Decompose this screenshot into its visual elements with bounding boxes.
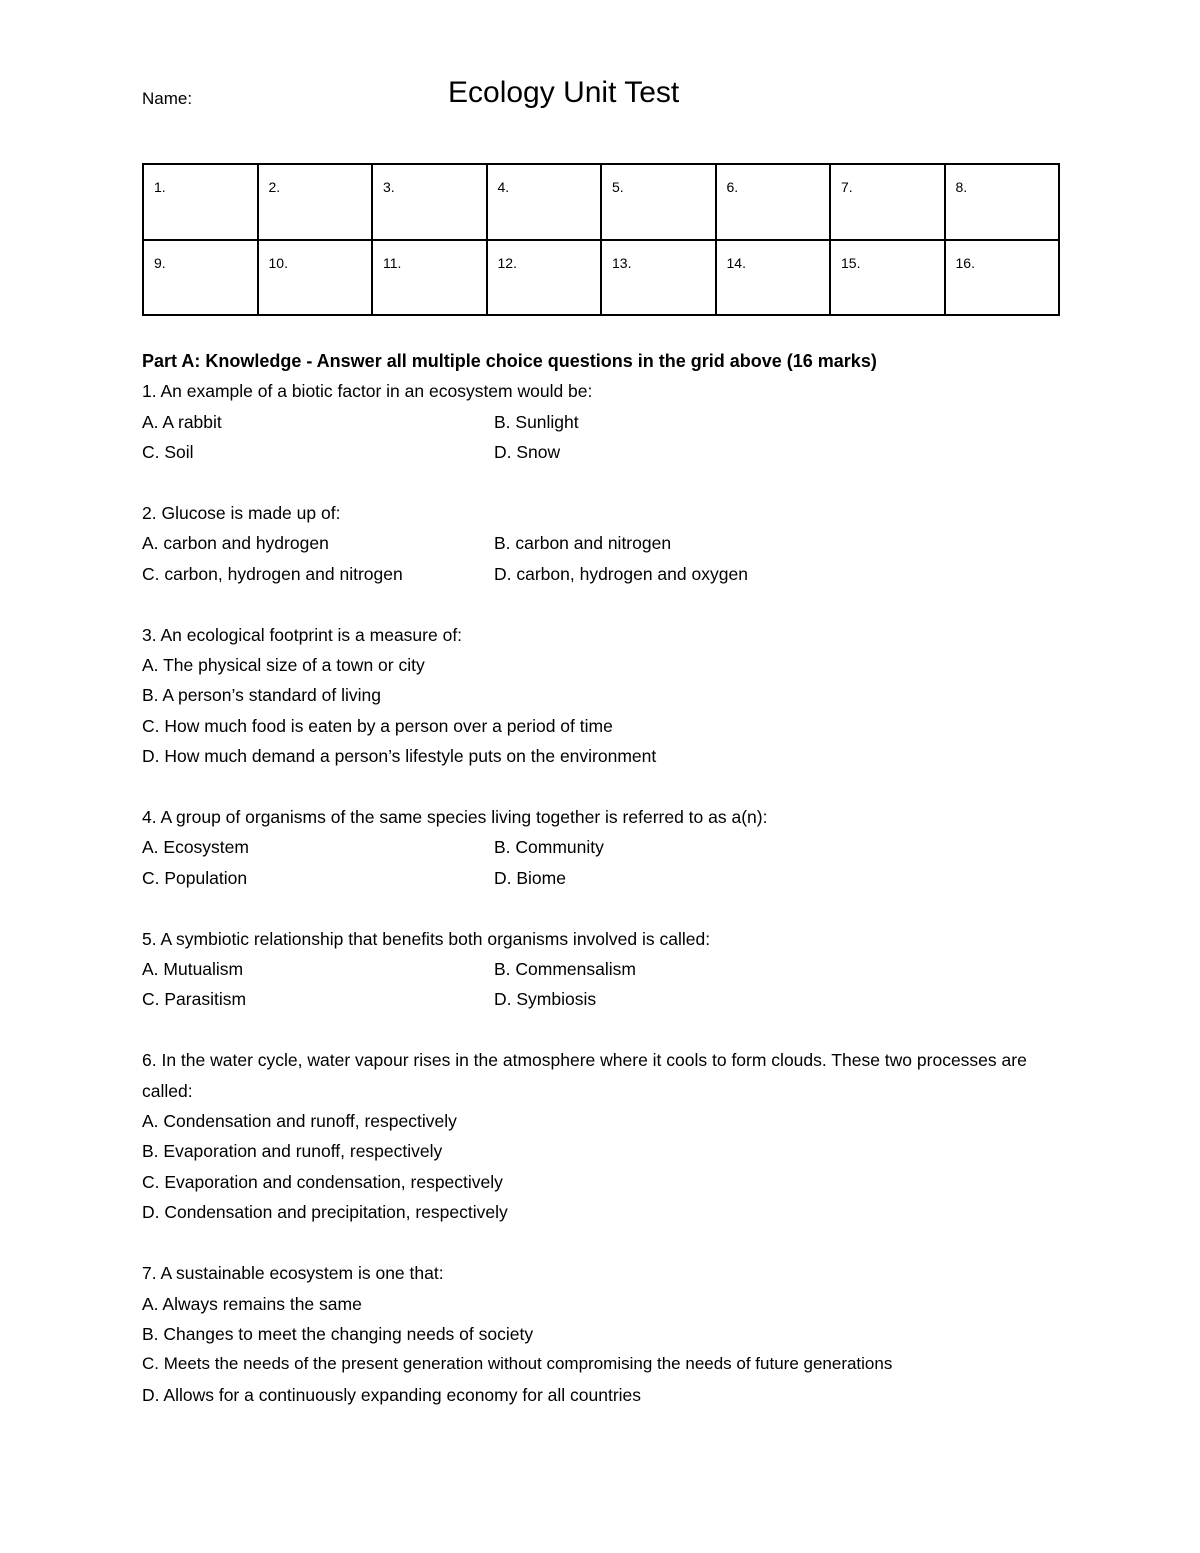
question-stem: 2. Glucose is made up of:: [142, 503, 341, 524]
part-a-heading: Part A: Knowledge - Answer all multiple choice questions in the grid above (16 marks): [142, 351, 877, 371]
answer-cell-11[interactable]: 11.: [372, 240, 487, 316]
option-a: A. Mutualism: [142, 959, 244, 980]
option-a: A. A rabbit: [142, 411, 222, 432]
answer-cell-4[interactable]: 4.: [487, 164, 602, 240]
option-b: B. Changes to meet the changing needs of society: [142, 1323, 534, 1344]
option-a: A. carbon and hydrogen: [142, 533, 329, 554]
answer-options: [142, 528, 1092, 589]
answer-cell-15[interactable]: 15.: [830, 240, 945, 316]
option-c: C. Meets the needs of the present generation without compromising the needs of future generations: [142, 1354, 893, 1374]
option-d: D. How much demand a person’s lifestyle puts on the environment: [142, 746, 657, 767]
answer-options: [142, 954, 1092, 1015]
answer-cell-5[interactable]: 5.: [601, 164, 716, 240]
option-c: C. Parasitism: [142, 989, 247, 1010]
answer-cell-13[interactable]: 13.: [601, 240, 716, 316]
answer-cell-10[interactable]: 10.: [258, 240, 373, 316]
option-a: A. Always remains the same: [142, 1293, 362, 1314]
answer-cell-14[interactable]: 14.: [716, 240, 831, 316]
question-stem: 3. An ecological footprint is a measure of:: [142, 624, 463, 645]
answer-cell-9[interactable]: 9.: [143, 240, 258, 316]
name-label: Name:: [142, 89, 193, 108]
answer-grid-row: [143, 164, 1059, 240]
option-d: D. Condensation and precipitation, respectively: [142, 1202, 508, 1223]
option-c: C. Evaporation and condensation, respectively: [142, 1171, 503, 1192]
question-stem: 4. A group of organisms of the same species living together is referred to as a(n):: [142, 807, 768, 828]
page-title: Ecology Unit Test: [448, 76, 680, 109]
answer-cell-8[interactable]: 8.: [945, 164, 1060, 240]
question-stem: 7. A sustainable ecosystem is one that:: [142, 1263, 444, 1284]
option-a: A. The physical size of a town or city: [142, 655, 425, 676]
option-b: B. Commensalism: [494, 959, 636, 980]
answer-cell-7[interactable]: 7.: [830, 164, 945, 240]
option-c: C. How much food is eaten by a person over a period of time: [142, 715, 613, 736]
question-6: [142, 1045, 1092, 1227]
answer-cell-2[interactable]: 2.: [258, 164, 373, 240]
answer-cell-3[interactable]: 3.: [372, 164, 487, 240]
answer-cell-16[interactable]: 16.: [945, 240, 1060, 316]
question-4: [142, 802, 1092, 893]
option-d: D. Snow: [494, 442, 561, 463]
answer-grid: [142, 163, 1060, 316]
option-b: B. Sunlight: [494, 411, 579, 432]
option-b: B. A person’s standard of living: [142, 685, 381, 706]
option-b: B. carbon and nitrogen: [494, 533, 672, 554]
option-a: A. Ecosystem: [142, 837, 249, 858]
answer-cell-6[interactable]: 6.: [716, 164, 831, 240]
answer-cell-1[interactable]: 1.: [143, 164, 258, 240]
answer-options: [142, 407, 1092, 468]
question-2: [142, 498, 1092, 589]
question-1: [142, 376, 1092, 467]
option-c: C. Soil: [142, 442, 194, 463]
question-5: [142, 924, 1092, 1015]
option-b: B. Evaporation and runoff, respectively: [142, 1141, 443, 1162]
option-d: D. Symbiosis: [494, 989, 597, 1010]
option-c: C. Population: [142, 867, 248, 888]
option-b: B. Community: [494, 837, 604, 858]
question-stem: 6. In the water cycle, water vapour rises in the atmosphere where it cools to form clouds. These two processes are called:: [142, 1050, 1027, 1101]
answer-options: [142, 832, 1092, 893]
questions-section: [142, 346, 1092, 1441]
option-d: D. Biome: [494, 867, 566, 888]
option-d: D. Allows for a continuously expanding economy for all countries: [142, 1384, 642, 1405]
answer-grid-row: [143, 240, 1059, 316]
question-stem: 1. An example of a biotic factor in an ecosystem would be:: [142, 381, 593, 402]
option-a: A. Condensation and runoff, respectively: [142, 1111, 457, 1132]
answer-cell-12[interactable]: 12.: [487, 240, 602, 316]
option-d: D. carbon, hydrogen and oxygen: [494, 563, 748, 584]
question-stem: 5. A symbiotic relationship that benefits both organisms involved is called:: [142, 928, 711, 949]
option-c: C. carbon, hydrogen and nitrogen: [142, 563, 403, 584]
question-7: [142, 1258, 1092, 1410]
question-3: [142, 620, 1092, 772]
